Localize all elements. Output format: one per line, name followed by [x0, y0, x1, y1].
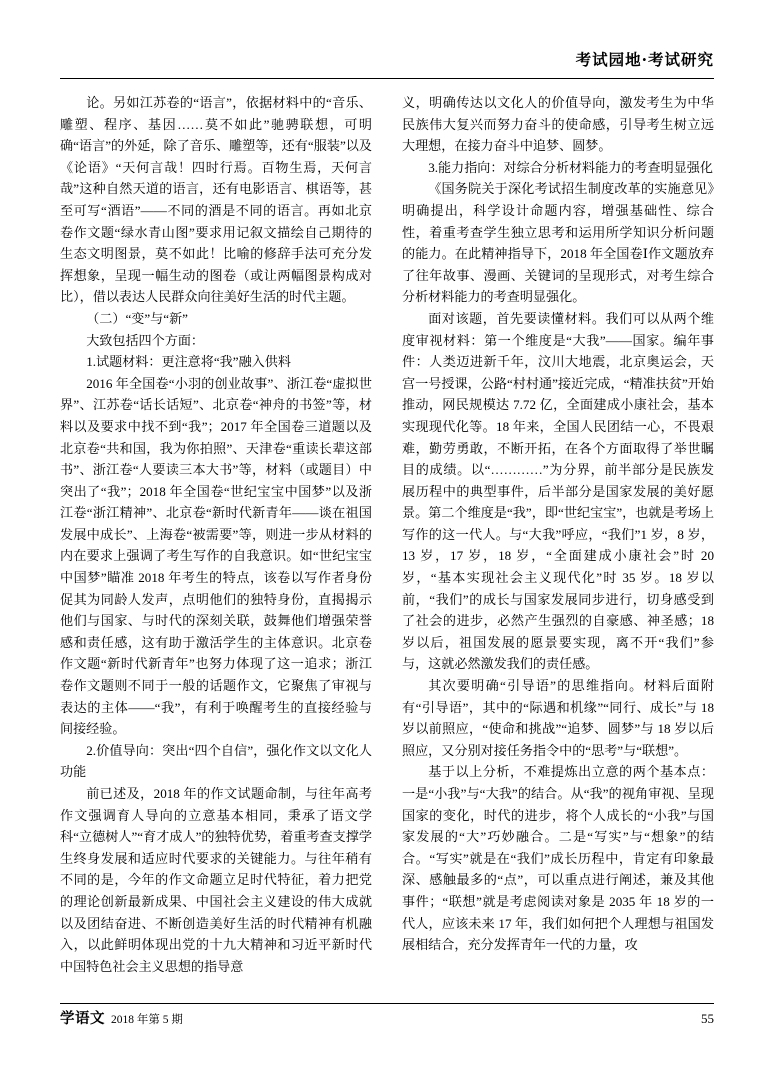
article-body — [60, 92, 714, 992]
header-title: 考试园地·考试研究 — [575, 50, 714, 69]
paragraph: 前已述及，2018 年的作文试题命制，与往年高考作文强调育人导向的立意基本相同，秉承了语文学科“立德树人”“育才成人”的独特优势，着重考查支撑学生终身发展和适应时代要求的关键能力。与往年稍有不同的是，今年的作文命题立足时代特征，着力把党的理论创新最新成果、中国社会主义建设的伟大成就以及团结奋进、不断创造美好生活的时代精神有机融入，以此鲜明体现出党的十九大精神和习近平新时代中国特色社会主义思想的指导意 — [60, 786, 372, 974]
paragraph: 基于以上分析，不难提炼出立意的两个基本点：一是“小我”与“大我”的结合。从“我”的视角审视、呈现国家的变化，时代的进步，将个人成长的“小我”与国家发展的“大”巧妙融合。二是“写实”与“想象”的结合。“写实”就是在“我们”成长历程中，肯定有印象最深、感触最多的“点”，可以重点进行阐述，兼及其他事件；“联想”就是考虑阅读对象是 2035 年 18 岁的一代人，应该未来 17 年，我们如何把个人理想与祖国发展相结合，充分发挥青年一代的力量，攻 — [402, 764, 714, 953]
paragraph: 2016 年全国卷“小羽的创业故事”、浙江卷“虚拟世界”、江苏卷“话长话短”、北京卷“神舟的书签”等，材料以及要求中找不到“我”；2017 年全国卷三道题以及北京卷“共和国，我为你拍照”、天津卷“重读长辈这部书”、浙江卷“人要读三本大书”等，材料（或题目）中突出了“我”；2018 年全国卷“世纪宝宝中国梦”以及浙江卷“浙江精神”、北京卷“新时代新青年——谈在祖国发展中成长”、上海卷“被需要”等，则进一步从材料的内在要求上强调了考生写作的自我意识。如“世纪宝宝中国梦”瞄准 2018 年考生的特点，该卷以写作者身份促其为同龄人发声，点明他们的独特身份，直揭揭示他们与国家、与时代的深刻关联，鼓舞他们增强荣誉感和责任感，这有助于激活学生的主体意识。北京卷作文题“新时代新青年”也努力体现了这一追求；浙江卷作文题则不同于一般的话题作文，它聚焦了审视与表达的主体——“我”，有利于唤醒考生的直接经验与间接经验。 — [60, 375, 372, 737]
page-header — [576, 48, 714, 70]
journal-issue: 2018 年第 5 期 — [111, 1014, 183, 1026]
paragraph: 1.试题材料：更注意将“我”融入供料 — [86, 354, 291, 370]
paragraph: 大致包括四个方面： — [86, 332, 205, 348]
paragraph: 论。另如江苏卷的“语言”，依据材料中的“音乐、雕塑、程序、基因……莫不如此”驰骋联想，可明确“语言”的外延，除了音乐、雕塑等，还有“服装”以及《论语》“天何言哉！四时行焉。百物生焉，天何言哉”这种自然天道的语言，还有电影语言、棋语等，甚至可写“酒语”——不同的酒是不同的语言。再如北京卷作文题“绿水青山图”要求用记叙文描绘自己期待的生态文明图景，莫不如此！比喻的修辞手法可充分发挥想象，呈现一幅生动的图卷（或让两幅图景构成对比），借以表达人民群众向往美好生活的时代主题。 — [60, 95, 372, 305]
right-column — [402, 92, 714, 992]
page-footer — [60, 1003, 714, 1029]
page-number: 55 — [701, 1011, 714, 1026]
journal-name: 学语文 — [60, 1010, 105, 1027]
paragraph: 其次要明确“引导语”的思维指向。材料后面附有“引导语”，其中的“际遇和机缘”“同行、成长”与 18 岁以前照应，“使命和挑战”“追梦、圆梦”与 18 岁以后照应，又分别对接任务指令中的“思考”与“联想”。 — [402, 678, 714, 758]
header-divider — [60, 78, 714, 79]
paragraph: （二）“变”与“新” — [86, 310, 188, 326]
footer-divider — [60, 1003, 714, 1004]
paragraph: 面对该题，首先要读懂材料。我们可以从两个维度审视材料：第一个维度是“大我”——国家。编年事件：人类迈进新千年，汶川大地震，北京奥运会，天宫一号授课，公路“村村通”接近完成，“精准扶贫”开始推动，网民规模达 7.72 亿，全面建成小康社会，基本实现现代化等。18 年来，全国人民团结一心，不畏艰难，勤劳勇敢，不断开拓，在各个方面取得了举世瞩目的成绩。以“…………”为分界，前半部分是民族发展历程中的典型事件，后半部分是国家发展的美好愿景。第二个维度是“我”，即“世纪宝宝”，也就是考场上写作的这一代人。与“大我”呼应，“我们”1 岁，8 岁，13 岁，17 岁，18 岁，“全面建成小康社会”时 20 岁，“基本实现社会主义现代化”时 35 岁。18 岁以前，“我们”的成长与国家发展同步进行，切身感受到了社会的进步，必然产生强烈的自豪感、神圣感；18 岁以后，祖国发展的愿景要实现，离不开“我们”参与，这就必然激发我们的责任感。 — [402, 310, 714, 672]
paragraph: 3.能力指向：对综合分析材料能力的考查明显强化 — [428, 159, 713, 175]
paragraph: 义，明确传达以文化人的价值导向，激发考生为中华民族伟大复兴而努力奋斗的使命感，引导考生树立远大理想，在接力奋斗中追梦、圆梦。 — [402, 95, 714, 154]
paragraph: 《国务院关于深化考试招生制度改革的实施意见》明确提出，科学设计命题内容，增强基础性、综合性，着重考查学生独立思考和运用所学知识分析问题的能力。在此精神指导下，2018 年全国卷Ⅰ作文题放弃了往年故事、漫画、关键词的呈现形式，对考生综合分析材料能力的考查明显强化。 — [402, 181, 714, 305]
paragraph: 2.价值导向：突出“四个自信”，强化作文以文化人功能 — [60, 742, 372, 780]
left-column — [60, 92, 372, 992]
